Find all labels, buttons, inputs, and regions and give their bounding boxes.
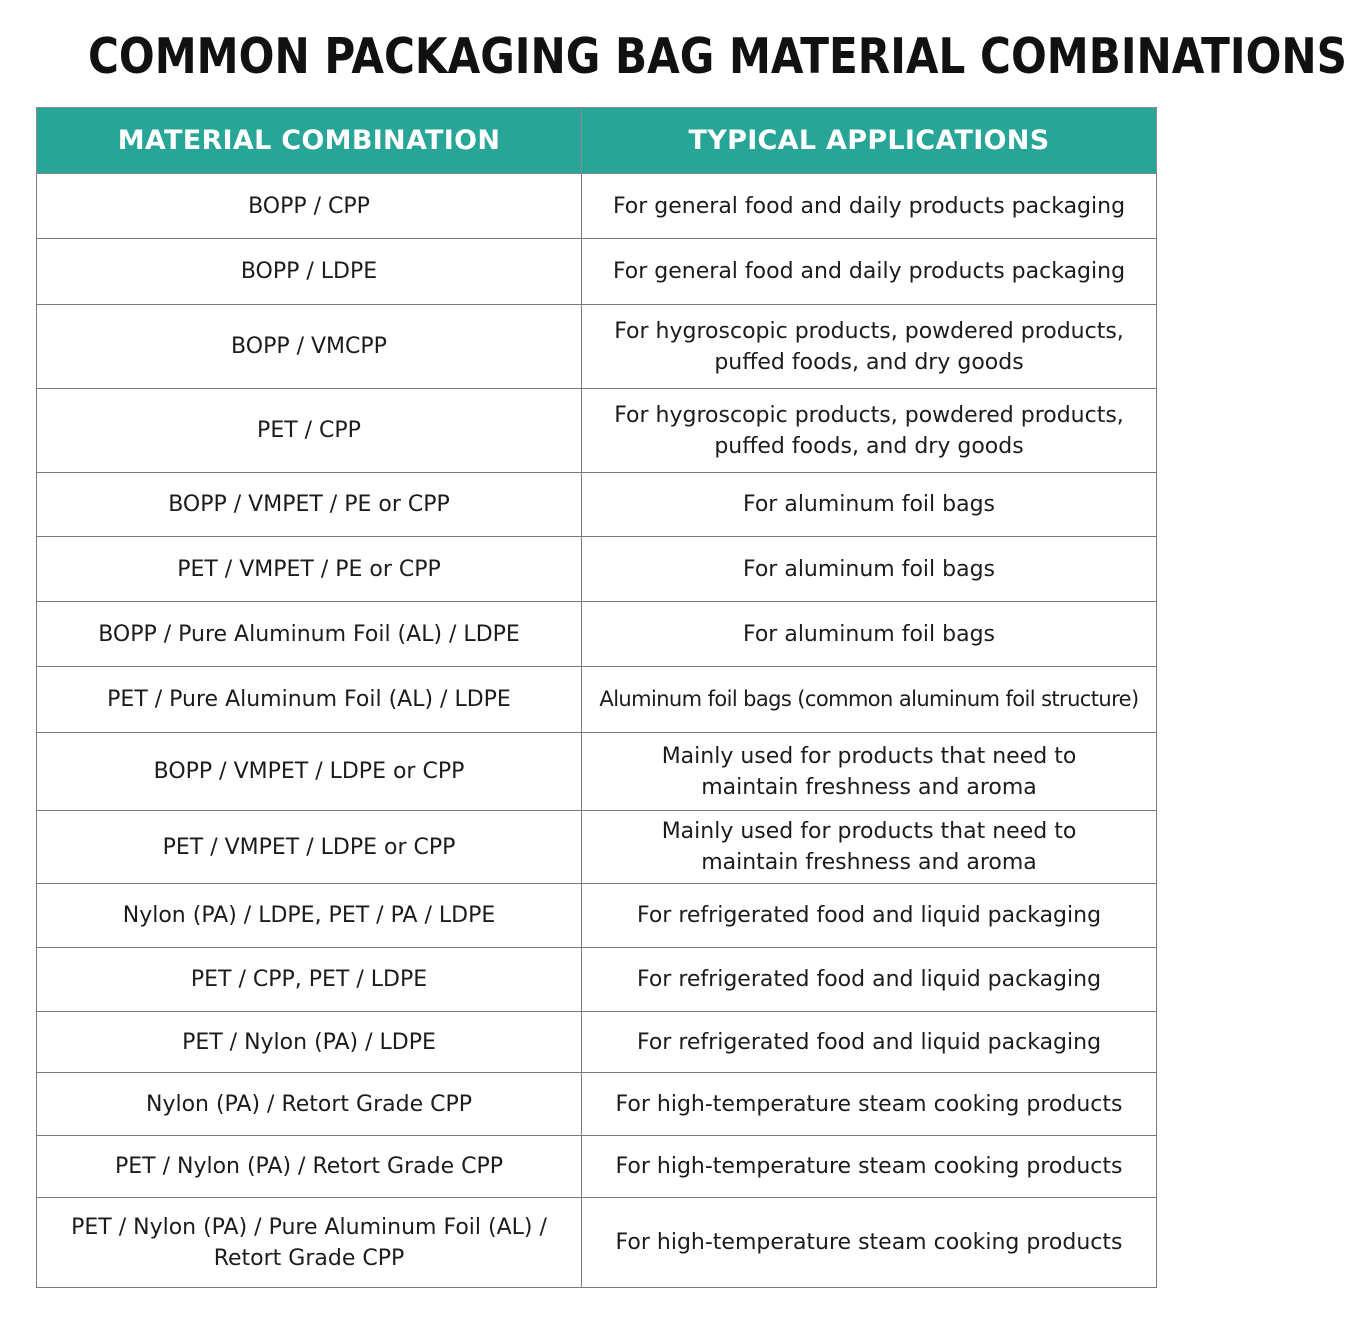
material-text-line: PET / VMPET / LDPE or CPP xyxy=(162,834,456,860)
material-text-line: PET / CPP xyxy=(257,418,361,443)
material-text-line: BOPP / VMPET / PE or CPP xyxy=(168,492,450,517)
material-cell xyxy=(37,1198,582,1288)
table-row xyxy=(37,239,1157,305)
column-header-material: MATERIAL COMBINATION xyxy=(37,108,582,174)
table-row xyxy=(37,667,1157,733)
table-row xyxy=(37,537,1157,602)
application-text-line: Mainly used for products that need to xyxy=(661,743,1077,769)
application-cell xyxy=(582,389,1157,473)
application-cell xyxy=(582,473,1157,537)
application-text-line: For hygroscopic products, powdered products, xyxy=(614,318,1124,344)
material-combinations-table xyxy=(36,107,1157,1288)
table-row xyxy=(37,174,1157,239)
application-text-line: Mainly used for products that need to xyxy=(661,819,1077,844)
application-text-line: For hygroscopic products, powdered products, xyxy=(614,402,1124,428)
material-cell xyxy=(37,811,582,884)
material-text-line: PET / Nylon (PA) / Pure Aluminum Foil (AL) / xyxy=(71,1214,547,1240)
application-cell xyxy=(582,667,1157,733)
table-row xyxy=(37,948,1157,1012)
application-text-line: For general food and daily products packaging xyxy=(612,193,1126,219)
material-cell xyxy=(37,473,582,537)
application-text-line: For aluminum foil bags xyxy=(742,556,996,582)
table-row xyxy=(37,602,1157,667)
application-text-line: Aluminum foil bags (common aluminum foil structure) xyxy=(599,687,1139,711)
application-text-line: For general food and daily products packaging xyxy=(612,259,1126,284)
material-cell xyxy=(37,733,582,811)
material-cell xyxy=(37,602,582,667)
table-row xyxy=(37,305,1157,389)
application-cell xyxy=(582,305,1157,389)
material-text-line: Retort Grade CPP xyxy=(213,1245,405,1271)
table-row xyxy=(37,1136,1157,1198)
application-cell xyxy=(582,239,1157,305)
material-cell xyxy=(37,1136,582,1198)
table-row xyxy=(37,1012,1157,1073)
application-text-line: maintain freshness and aroma xyxy=(701,850,1037,875)
application-cell xyxy=(582,948,1157,1012)
material-text-line: PET / Pure Aluminum Foil (AL) / LDPE xyxy=(107,687,511,712)
application-cell xyxy=(582,1136,1157,1198)
application-text-line: For high-temperature steam cooking products xyxy=(615,1091,1123,1117)
application-text-line: For high-temperature steam cooking products xyxy=(615,1230,1123,1255)
table-row xyxy=(37,733,1157,811)
material-cell xyxy=(37,174,582,239)
application-text-line: For aluminum foil bags xyxy=(742,621,996,647)
application-cell xyxy=(582,1073,1157,1136)
material-text-line: Nylon (PA) / Retort Grade CPP xyxy=(145,1091,472,1117)
application-cell xyxy=(582,733,1157,811)
material-text-line: PET / CPP, PET / LDPE xyxy=(190,967,428,992)
application-text-line: For refrigerated food and liquid packaging xyxy=(636,967,1102,992)
application-cell xyxy=(582,1012,1157,1073)
material-text-line: PET / Nylon (PA) / Retort Grade CPP xyxy=(114,1154,503,1179)
material-cell xyxy=(37,1012,582,1073)
application-cell xyxy=(582,537,1157,602)
application-text-line: maintain freshness and aroma xyxy=(701,774,1037,800)
application-cell xyxy=(582,174,1157,239)
material-cell xyxy=(37,305,582,389)
material-cell xyxy=(37,239,582,305)
material-text-line: BOPP / Pure Aluminum Foil (AL) / LDPE xyxy=(98,621,520,647)
table-header-row xyxy=(37,108,1157,174)
application-cell xyxy=(582,602,1157,667)
material-text-line: BOPP / VMPET / LDPE or CPP xyxy=(153,759,465,784)
material-text-line: BOPP / CPP xyxy=(248,193,370,219)
material-text-line: BOPP / LDPE xyxy=(240,259,378,284)
material-cell xyxy=(37,948,582,1012)
application-text-line: puffed foods, and dry goods xyxy=(714,433,1024,459)
page-title: COMMON PACKAGING BAG MATERIAL COMBINATIONS xyxy=(88,28,1347,85)
column-header-applications: TYPICAL APPLICATIONS xyxy=(582,108,1157,174)
application-text-line: For refrigerated food and liquid packaging xyxy=(636,903,1102,928)
table-row xyxy=(37,811,1157,884)
table-row xyxy=(37,389,1157,473)
table-header xyxy=(37,108,1157,174)
application-text-line: For refrigerated food and liquid packaging xyxy=(636,1029,1102,1055)
application-text-line: puffed foods, and dry goods xyxy=(714,349,1024,375)
material-cell xyxy=(37,1073,582,1136)
table-row xyxy=(37,884,1157,948)
material-text-line: BOPP / VMCPP xyxy=(231,334,387,359)
table-row xyxy=(37,473,1157,537)
material-text-line: PET / Nylon (PA) / LDPE xyxy=(182,1029,436,1055)
application-text-line: For aluminum foil bags xyxy=(742,492,996,517)
table-body xyxy=(37,174,1157,1288)
table-row xyxy=(37,1198,1157,1288)
material-text-line: PET / VMPET / PE or CPP xyxy=(177,556,441,582)
table-row xyxy=(37,1073,1157,1136)
application-cell xyxy=(582,884,1157,948)
application-cell xyxy=(582,1198,1157,1288)
material-cell xyxy=(37,884,582,948)
application-text-line: For high-temperature steam cooking products xyxy=(615,1154,1123,1179)
material-cell xyxy=(37,389,582,473)
material-cell xyxy=(37,667,582,733)
material-cell xyxy=(37,537,582,602)
application-cell xyxy=(582,811,1157,884)
material-text-line: Nylon (PA) / LDPE, PET / PA / LDPE xyxy=(122,903,496,928)
